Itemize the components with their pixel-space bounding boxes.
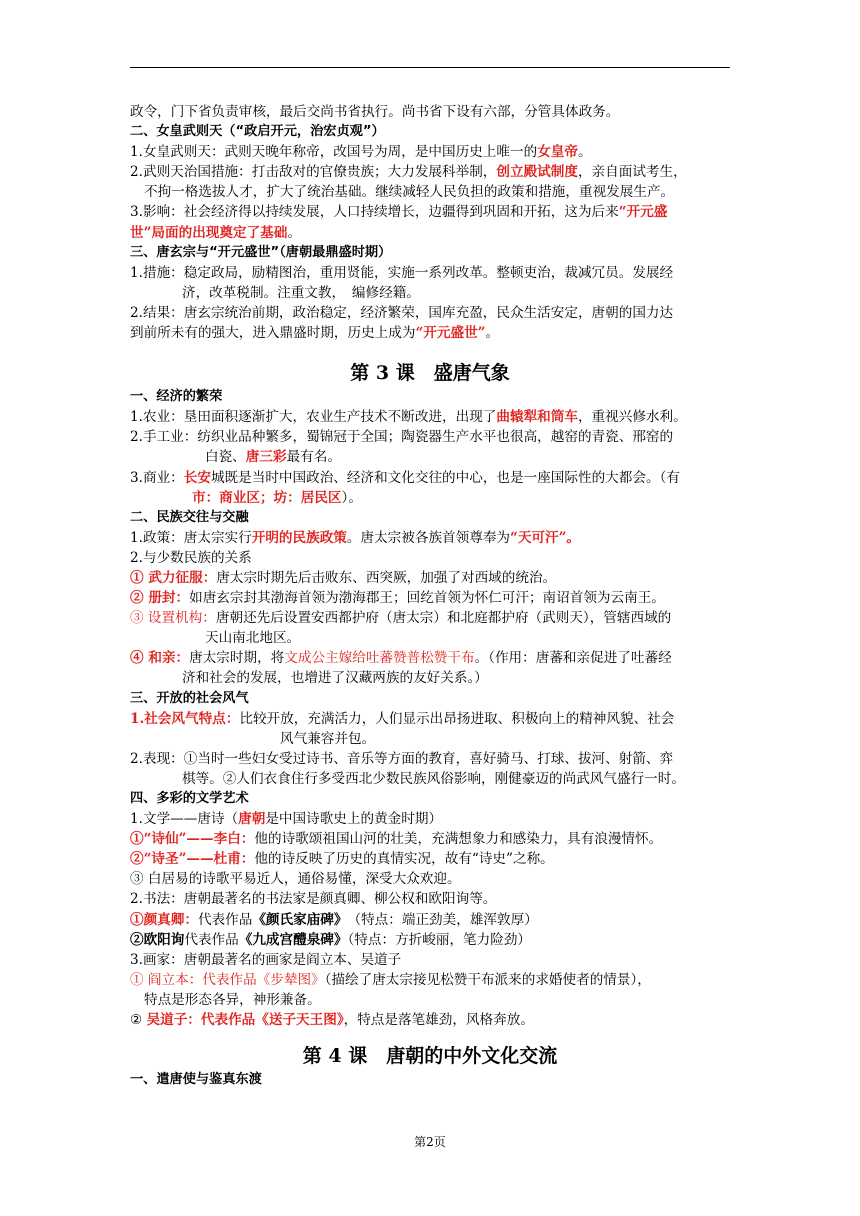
text-line xyxy=(130,283,730,303)
text-span: 1.农业：垦田面积逐渐扩大，农业生产技术不断改进，出现了 xyxy=(130,409,497,426)
page-number: 第2页 xyxy=(414,1135,446,1149)
text-span: 他的诗反映了历史的真情实况，故有“诗史”之称。 xyxy=(254,851,554,868)
text-span: 最有名。 xyxy=(286,449,341,466)
text-line xyxy=(130,202,730,222)
text-span: ，亲自面试考生， xyxy=(577,164,687,181)
text-span: 3.画家：唐朝最著名的画家是阎立本、吴道子 xyxy=(130,951,402,968)
text-span: 三、开放的社会风气 xyxy=(130,690,249,706)
text-line xyxy=(130,749,730,769)
highlight-text: “开元盛世” xyxy=(415,325,486,342)
text-span: 一、遣唐使与鉴真东渡 xyxy=(130,1072,262,1088)
text-span: 四、多彩的文学艺术 xyxy=(130,791,249,806)
document-body xyxy=(130,102,730,1090)
section-heading xyxy=(130,789,730,809)
section-heading xyxy=(130,122,730,142)
header-rule xyxy=(130,67,730,68)
text-span: ② xyxy=(130,1012,147,1029)
text-line xyxy=(130,769,730,789)
text-span: 1.政策：唐太宗实行 xyxy=(130,529,252,546)
text-span: 3.商业： xyxy=(130,469,184,486)
text-line xyxy=(130,910,730,930)
text-span: 1.文学——唐诗（ xyxy=(130,811,239,828)
section-heading xyxy=(130,689,730,709)
text-span: ）。 xyxy=(341,489,362,506)
text-line xyxy=(130,468,730,488)
text-line xyxy=(130,568,730,588)
highlight-text: 唐三彩 xyxy=(245,449,287,466)
text-span: 特点是形态各异，神形兼备。 xyxy=(144,991,321,1008)
section-heading xyxy=(130,243,730,263)
highlight-text: 市：商业区；坊：居民区 xyxy=(192,489,342,506)
lesson-title xyxy=(130,359,730,387)
text-span: 。 xyxy=(577,144,592,161)
text-line xyxy=(130,528,730,548)
text-line xyxy=(130,427,730,447)
text-span: 如唐玄宗封其渤海首领为渤海郡王；回纥首领为怀仁可汗；南诏首领为云南王。 xyxy=(189,590,665,607)
text-line xyxy=(130,628,730,648)
text-span: （特点：端正劲美，雄浑敦厚） xyxy=(340,911,538,928)
spacer xyxy=(130,343,730,359)
text-span: 到前所未有的强大，进入鼎盛时期，历史上成为 xyxy=(130,325,416,342)
text-span: ，重视兴修水利。 xyxy=(577,409,687,426)
text-line xyxy=(130,648,730,668)
text-line xyxy=(130,849,730,869)
text-line xyxy=(130,182,730,202)
highlight-text: “开元盛 xyxy=(618,204,668,221)
text-span: 第 4 课 唐朝的中外文化交流 xyxy=(302,1045,558,1068)
highlight-text: 《颜氏家庙碑》 xyxy=(252,911,341,928)
text-span: （描绘了唐太宗接见松赞干布派来的求婚使者的情景）， xyxy=(324,971,651,988)
highlight-text: 唐朝 xyxy=(238,811,266,828)
text-span: 二、民族交往与交融 xyxy=(130,509,249,525)
text-span: 2.手工业：纺织业品种繁多，蜀锦冠于全国；陶瓷器生产水平也很高，越窑的青瓷、邢窑的 xyxy=(130,429,674,446)
text-line xyxy=(130,142,730,162)
text-span: 二、女皇武则天（“政启开元，治宏贞观”） xyxy=(130,124,385,140)
highlight-text: ① 阎立本：代表作品《步辇图》 xyxy=(130,971,325,988)
highlight-text: 吴道子：代表作品《送子天王图》 xyxy=(146,1012,344,1029)
highlight-text: ②欧阳询 xyxy=(130,931,185,948)
text-span: ，特点是落笔雄劲，风格奔放。 xyxy=(343,1012,534,1029)
highlight-text: 女皇帝 xyxy=(537,144,578,161)
highlight-text: 1.社会风气特点： xyxy=(130,710,240,727)
highlight-text: 曲辕犁和筒车 xyxy=(496,409,578,426)
section-heading xyxy=(130,508,730,528)
text-span: 不拘一格选拔人才，扩大了统治基础。继续减轻人民负担的政策和措施，重视发展生产。 xyxy=(144,184,675,201)
text-span: 代表作品 xyxy=(184,931,239,948)
text-line xyxy=(130,548,730,568)
highlight-text: 世”局面的出现奠定了基础 xyxy=(130,224,288,241)
text-line xyxy=(130,990,730,1010)
text-line xyxy=(130,162,730,182)
text-line xyxy=(130,668,730,688)
text-span: 三、唐玄宗与“开元盛世”（唐朝最鼎盛时期） xyxy=(130,244,392,260)
text-span: 唐太宗时期先后击败东、西突厥，加强了对西域的统治。 xyxy=(216,569,557,586)
text-line xyxy=(130,588,730,608)
text-span: 比较开放，充满活力，人们显示出昂扬进取、积极向上的精神风貌、社会 xyxy=(239,710,675,727)
text-span: 第 3 课 盛唐气象 xyxy=(350,362,510,385)
highlight-text: ② 册封： xyxy=(130,590,190,607)
highlight-text: 创立殿试制度 xyxy=(496,164,578,181)
highlight-text: ③ 设置机构： xyxy=(130,610,216,627)
text-span: 2.结果：唐玄宗统治前期，政治稳定，经济繁荣，国库充盈，民众生活安定，唐朝的国力达 xyxy=(130,304,674,321)
text-line xyxy=(130,223,730,243)
text-line xyxy=(130,930,730,950)
text-span: 2.书法：唐朝最著名的书法家是颜真卿、柳公权和欧阳询等。 xyxy=(130,891,497,908)
text-span: 政令，门下省负责审核，最后交尚书省执行。尚书省下设有六部，分管具体政务。 xyxy=(130,104,620,120)
text-span: 2.与少数民族的关系 xyxy=(130,549,252,566)
text-line xyxy=(130,950,730,970)
text-span: 一、经济的繁荣 xyxy=(130,389,223,405)
text-span: 代表作品 xyxy=(197,911,253,928)
text-span: 济和社会的发展，也增进了汉藏两族的友好关系。） xyxy=(182,670,488,687)
highlight-text: 长安 xyxy=(183,469,211,486)
text-span: 1.女皇武则天：武则天晚年称帝，改国号为周，是中国历史上唯一的 xyxy=(130,144,538,161)
highlight-text: 文成公主嫁给吐蕃赞普松赞干布 xyxy=(284,650,475,667)
text-line xyxy=(130,303,730,323)
highlight-text: ④ 和亲： xyxy=(130,650,190,667)
text-line xyxy=(130,889,730,909)
text-span: 1.措施：稳定政局，励精图治，重用贤能，实施一系列改革。整顿吏治，裁减冗员。发展经 xyxy=(130,264,674,281)
text-line xyxy=(130,608,730,628)
text-line xyxy=(130,407,730,427)
text-span: 唐太宗时期，将 xyxy=(189,650,285,667)
text-span: 3.影响：社会经济得以持续发展，人口持续增长，边疆得到巩固和开拓，这为后来 xyxy=(130,204,619,221)
lesson-title xyxy=(130,1042,730,1070)
spacer xyxy=(130,1030,730,1042)
highlight-text: “天可汗”。 xyxy=(510,529,581,546)
text-line xyxy=(130,447,730,467)
text-span: 2.表现：①当时一些妇女受过诗书、音乐等方面的教育，喜好骑马、打球、拔河、射箭、弈 xyxy=(130,750,674,767)
section-heading xyxy=(130,1070,730,1090)
text-span: 白瓷、 xyxy=(205,449,246,466)
text-line xyxy=(130,709,730,729)
highlight-text: ①“诗仙”——李白： xyxy=(130,831,255,848)
text-span: 唐朝还先后设置安西都护府（唐太宗）和北庭都护府（武则天），管辖西域的 xyxy=(215,610,672,627)
text-line xyxy=(130,102,730,122)
text-span: 是中国诗歌史上的黄金时期） xyxy=(265,811,443,828)
text-line xyxy=(130,263,730,283)
text-span: 天山南北地区。 xyxy=(205,630,301,647)
highlight-text: ①颜真卿： xyxy=(130,911,198,928)
highlight-text: ① 武力征服： xyxy=(130,569,217,586)
text-span: 2.武则天治国措施：打击敌对的官僚贵族；大力发展科举制， xyxy=(130,164,497,181)
text-line xyxy=(130,488,730,508)
highlight-text: 《九成宫醴泉碑》 xyxy=(238,931,348,948)
text-line xyxy=(130,869,730,889)
highlight-text: ②“诗圣”——杜甫： xyxy=(130,851,255,868)
text-span: ③ 白居易的诗歌平易近人，通俗易懂，深受大众欢迎。 xyxy=(130,871,461,888)
text-span: 。唐太宗被各族首领尊奉为 xyxy=(346,529,511,546)
text-line xyxy=(130,729,730,749)
text-span: 。（作用：唐蕃和亲促进了吐蕃经 xyxy=(474,650,672,667)
text-span: 。 xyxy=(485,325,500,342)
text-line xyxy=(130,1010,730,1030)
text-line xyxy=(130,829,730,849)
text-span: 棋等。②人们衣食住行多受西北少数民族风俗影响，刚健豪迈的尚武风气盛行一时。 xyxy=(182,770,685,787)
text-span: 他的诗歌颂祖国山河的壮美，充满想象力和感染力，具有浪漫情怀。 xyxy=(254,831,663,848)
highlight-text: 开明的民族政策 xyxy=(251,529,347,546)
text-span: 济，改革税制。注重文教， 编修经籍。 xyxy=(182,284,420,301)
text-span: 风气兼容并包。 xyxy=(280,730,376,747)
text-line xyxy=(130,970,730,990)
text-line xyxy=(130,323,730,343)
text-line xyxy=(130,809,730,829)
section-heading xyxy=(130,387,730,407)
text-span: 城既是当时中国政治、经济和文化交往的中心，也是一座国际性的大都会。（有 xyxy=(210,469,680,486)
text-span: （特点：方折峻丽，笔力险劲） xyxy=(347,931,532,948)
text-span: 。 xyxy=(287,224,301,241)
